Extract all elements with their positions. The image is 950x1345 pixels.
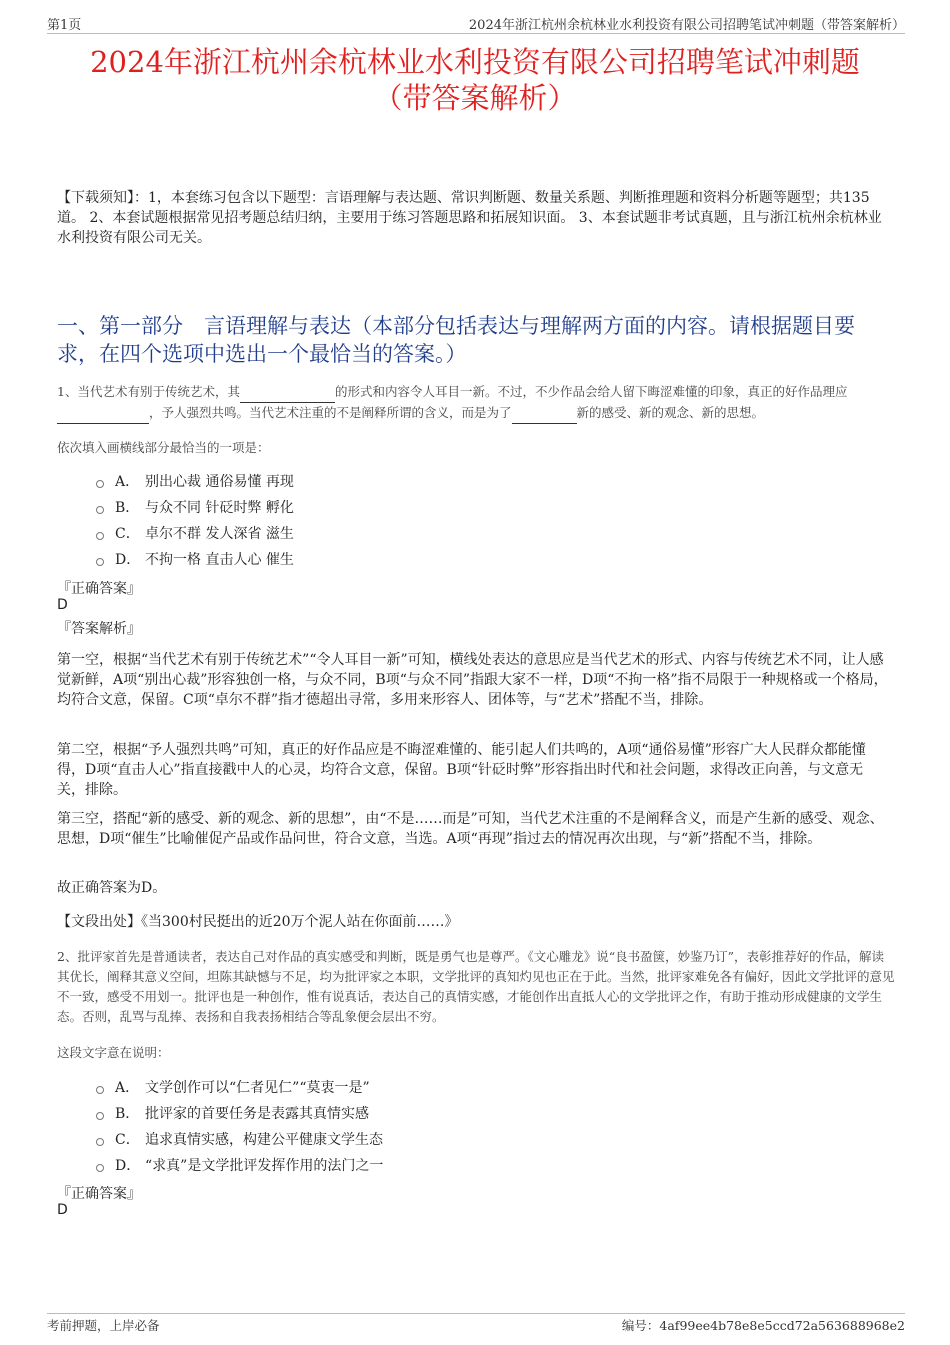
radio-icon[interactable] — [96, 1164, 104, 1172]
section-heading: 一、第一部分 言语理解与表达（本部分包括表达与理解两方面的内容。请根据题目要求，在四个选项中选出一个最恰当的答案。） — [57, 314, 855, 366]
radio-icon[interactable] — [96, 1112, 104, 1120]
option-a[interactable] — [96, 1074, 383, 1100]
question-2-text: 2、批评家首先是普通读者，表达自己对作品的真实感受和判断，既是勇气也是尊严。《文心雕龙》说“良书盈箧，妙鉴乃订”，表彰推荐好的作品，解读其优长，阐释其意义空间，坦陈其缺憾与不足，均为批评家之本职，文学批评的真知灼见也正在于此。当然，批评家难免各有偏好，因此文学批评的意见不一致，感受不用划一。批评也是一种创作，惟有说真话，表达自己的真情实感，才能创作出直抵人心的文学批评之作，有助于推动形成健康的文学生态。否则，乱骂与乱捧、表扬和自我表扬相结合等乱象便会层出不穷。 — [57, 949, 895, 1024]
radio-icon[interactable] — [96, 558, 104, 566]
blank-1 — [240, 382, 335, 403]
page-header — [47, 14, 905, 34]
answer-label: 『正确答案』 — [57, 581, 141, 597]
option-letter: B． — [115, 500, 140, 516]
option-d[interactable] — [96, 546, 294, 572]
option-letter: C． — [115, 1132, 140, 1148]
q1-part-4: 新的感受、新的观念、新的思想。 — [576, 405, 765, 420]
footer-divider — [47, 1313, 905, 1314]
option-letter: B． — [115, 1106, 140, 1122]
option-text: 文学创作可以“仁者见仁”“莫衷一是” — [145, 1080, 370, 1096]
q1-part-2: 的形式和内容令人耳目一新。不过，不少作品会给人留下晦涩难懂的印象，真正的好作品理应 — [334, 384, 848, 399]
header-doc-title: 2024年浙江杭州余杭林业水利投资有限公司招聘笔试冲刺题（带答案解析） — [468, 18, 905, 33]
question-1-options — [96, 468, 294, 572]
source-note: 【文段出处】《当300村民挺出的近20万个泥人站在你面前……》 — [57, 914, 459, 930]
question-1-prompt: 依次填入画横线部分最恰当的一项是： — [57, 440, 270, 455]
option-d[interactable] — [96, 1152, 383, 1178]
title-line-2: （带答案解析） — [373, 81, 577, 115]
option-text: 别出心裁 通俗易懂 再现 — [145, 474, 294, 490]
option-letter: A． — [115, 474, 140, 490]
radio-icon[interactable] — [96, 1138, 104, 1146]
header-divider — [47, 33, 905, 34]
option-c[interactable] — [96, 520, 294, 546]
option-text: “求真”是文学批评发挥作用的法门之一 — [145, 1158, 384, 1174]
option-text: 卓尔不群 发人深省 滋生 — [145, 526, 294, 542]
option-text: 批评家的首要任务是表露其真情实感 — [145, 1106, 369, 1122]
footer-slogan: 考前押题，上岸必备 — [47, 1318, 160, 1333]
option-b[interactable] — [96, 1100, 383, 1126]
option-letter: A． — [115, 1080, 140, 1096]
analysis-paragraph-1: 第一空，根据“当代艺术有别于传统艺术”“令人耳目一新”可知，横线处表达的意思应是当代艺术的形式、内容与传统艺术不同，让人感觉新鲜，A项“别出心裁”形容独创一格，与众不同，B项“与众不同”指跟大家不一样，D项“不拘一格”指不局限于一种规格或一个格局，均符合文意，保留。C项“卓尔不群”指才德超出寻常，多用来形容人、团体等，与“艺术”搭配不当，排除。 — [57, 652, 888, 708]
blank-2 — [57, 403, 149, 424]
option-text: 追求真情实感，构建公平健康文学生态 — [145, 1132, 383, 1148]
download-notice: 【下载须知】：1，本套练习包含以下题型：言语理解与表达题、常识判断题、数量关系题、判断推理题和资料分析题等题型；共135道。 2、本套试题根据常见招考题总结归纳，主要用于练习答题思路和拓展知识面。 3、本套试题非考试真题，且与浙江杭州余杭林业水利投资有限公司无关。 — [57, 190, 882, 246]
option-letter: C． — [115, 526, 140, 542]
page-number: 第1页 — [47, 18, 82, 33]
radio-icon[interactable] — [96, 480, 104, 488]
analysis-paragraph-3: 第三空，搭配“新的感受、新的观念、新的思想”，由“不是……而是”可知，当代艺术注重的不是阐释含义，而是产生新的感受、观念、思想，D项“催生”比喻催促产品或作品问世，符合文意，当选。A项“再现”指过去的情况再次出现，与“新”搭配不当，排除。 — [57, 811, 884, 847]
radio-icon[interactable] — [96, 506, 104, 514]
option-c[interactable] — [96, 1126, 383, 1152]
option-letter: D． — [115, 552, 141, 568]
question-2-prompt: 这段文字意在说明： — [57, 1045, 170, 1060]
radio-icon[interactable] — [96, 1086, 104, 1094]
answer-value-2: D — [57, 1202, 68, 1218]
analysis-label: 『答案解析』 — [57, 621, 141, 637]
blank-3 — [512, 403, 577, 424]
question-1-text — [57, 382, 895, 424]
question-2-options — [96, 1074, 383, 1178]
title-line-1: 2024年浙江杭州余杭林业水利投资有限公司招聘笔试冲刺题 — [90, 45, 860, 79]
option-a[interactable] — [96, 468, 294, 494]
option-b[interactable] — [96, 494, 294, 520]
page-title — [40, 44, 910, 116]
analysis-paragraph-2: 第二空，根据“予人强烈共鸣”可知，真正的好作品应是不晦涩难懂的、能引起人们共鸣的，A项“通俗易懂”形容广大人民群众都能懂得，D项“直击人心”指直接戳中人的心灵，均符合文意，保留。B项“针砭时弊”形容指出时代和社会问题，求得改正向善，与文意无关，排除。 — [57, 742, 866, 798]
footer-serial: 编号：4af99ee4b78e8e5ccd72a563688968e2 — [621, 1318, 905, 1333]
option-letter: D． — [115, 1158, 141, 1174]
answer-label-2: 『正确答案』 — [57, 1186, 141, 1202]
answer-value: D — [57, 597, 68, 613]
q1-part-1: 1、当代艺术有别于传统艺术，其 — [57, 384, 240, 399]
option-text: 与众不同 针砭时弊 孵化 — [145, 500, 294, 516]
analysis-conclusion: 故正确答案为D。 — [57, 880, 167, 896]
radio-icon[interactable] — [96, 532, 104, 540]
q1-part-3: ，予人强烈共鸣。当代艺术注重的不是阐释所谓的含义，而是为了 — [149, 405, 512, 420]
option-text: 不拘一格 直击人心 催生 — [145, 552, 294, 568]
